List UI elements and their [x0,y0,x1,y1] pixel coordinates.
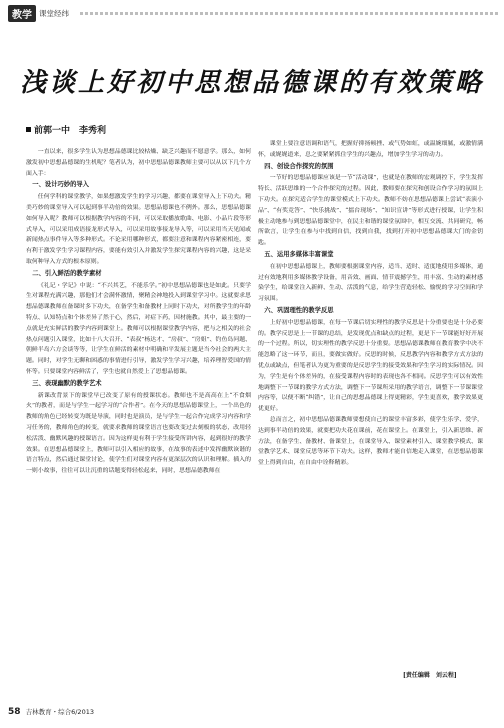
column-logo-mark: 教学 [8,5,36,22]
left-column [26,147,251,477]
column-name: 课堂经纬 [39,9,69,18]
paragraph: 上好初中思想品德课，在每一节课后切实理性的教学反思是十分重要也是十分必要的。教学反思是上一节课的总结，是发现优点和缺点的过程，更是下一节课能好好开展的一个过程。所以，切实理性的教学反思十分重要。思想品德课教师在教育教学中决不能忽略了这一环节，而且，要做实做好。反思的时候，反思教学内容和教学方式方法的优点或缺点，但笔者认为更为重要的是反思学生的接受效果和学生学习的实际情况。因为，学生是有个体差异的，在接受课程内容时的表现也各不相同。反思学生可以有效性地调整下一节课的教学方式方法，调整下一节课所采用的教学语言，调整下一节课课堂内容等，以便不断“纠错”，让自己的思想品德课上得更精彩，学生更喜欢，教学效果更优更好。 [258,319,483,413]
paragraph: 总而言之，初中思想品德课教师要想使自己的课堂丰富多彩，使学生乐学、爱学，达到事半功倍的效果，就要把功夫花在课前，花在课堂上。在课堂上，引入新思维、新方法，在备学生、备教材、备课堂上，在课堂导入、课堂素材引入、课堂教学模式、课堂教学艺术、课堂反思等环节下功夫。这样，教师才能自信地走入课堂，在思想品德课堂上得到自由，在自由中诠释精彩。 [258,416,483,467]
column-logo [8,5,82,22]
paragraph: 新课改背景下的课堂早已改变了原有的授课状态。教师也不是高高在上“不食烟火”的教者，而是与学生一起学习的“合作者”。在今天的思想品德课堂上，一个出色的教师的角色已经转变为既是导演，同时也是演员，是与学生一起合作完成学习内容和学习任务的，教师角色的转变，就要求教师的课堂语言也要改变过去刻板的状态，改用轻松活泼、幽默风趣的授课语言。因为这样更有利于学生接受所讲内容，起到很好的教学效果。在思想品德课堂上，教师可以引入相应的故事，在故事的表述中发挥幽默诙谐的语言特点，然后通过课堂讨论，使学生们对课堂内容有更深层次的认识和理解。插入的一则小故事，往往可以让沉重的话题变得轻松起来，同时，思想品德教师在 [26,392,251,475]
paragraph: 一节好的思想品德课应该是一节“活动课”，也就是在教师的宏观调控下，学生发挥特长、活跃思维的一个合作探究的过程。因此，教师要在探究和创设合作学习的氛围上下功夫。在探究适合学生的课堂模式上下功夫。教师不妨在思想品德课上尝试“表演小品”、“有奖竞答”、“快乐挑战”、“擂台现场”、“知识宣讲”等形式进行授课，让学生积极主动地参与到思想品德课堂中，在民主和谐的课堂氛围中，相互交流、共同研究，畅所欲言，让学生在参与中找到自信，找到自我，找到打开初中思想品德课大门的金钥匙。 [258,175,483,247]
paragraph: 一直以来，很多学生认为思想品德课比较枯燥、缺乏兴趣而不愿意学。那么，如何激发初中思想品德课的生机呢？笔者认为，初中思想品德课教师主要可以从以下几个方面入手： [26,149,251,177]
paragraph: 课堂上要注意语调和语气，把握好抑扬顿挫、或气势如虹，或温婉细腻，或激情满怀，或娓娓道来，总之要紧紧抓住学生的兴趣点，增加学生学习的动力。 [258,141,483,158]
paragraph: 在初中思想品德课上，教师要根据课堂内容，适当、适时、适度地使用多媒体，通过有效地利用多媒体教学设备，用音效、画面、情节震撼学生，用丰富、生动的素材感染学生，给课堂注入新鲜、生动、活泼的气息，给学生营造轻松、愉悦的学习空间和学习氛围。 [258,263,483,303]
paragraph: 任何学科的课堂教学，如果想激发学生的学习兴趣，都要在课堂导入上下功夫。精美巧妙的课堂导入可以起到事半功倍的效果。思想品德课也不例外。那么，思想品德课如何导入呢？教师可以根据教学内容的不同，可以采取播放歌曲、电影、小品片段等形式导入，可以采用成语接龙形式导入，可以采用故事接龙导入等，可以采用当天见闻或新闻热点事件导入等多种形式。不论采用哪种形式，都要注意和课程内容紧密相连，要有利于激发学生学习课程内容，要能有效引入并激发学生探究课程内容的兴趣，这是采取何种导入方式的根本原则。 [26,194,251,265]
section-heading: 二、引入鲜活的教学素材 [32,269,102,277]
page-header [0,0,504,26]
section-heading: 三、表现幽默的教学艺术 [32,379,102,387]
section-heading: 四、创设合作探究的氛围 [264,162,334,170]
journal-name: 吉林教育・综合6/2013 [25,708,94,716]
article-title: 浅谈上好初中思想品德课的有效策略 [19,68,484,98]
paragraph: 《礼记・学记》中说：“不兴其艺，不能乐学。”初中思想品德课也是如此。只要学生对课程充满兴趣，那他们才会满怀激情，聚精会神地投入到课堂学习中。这就要求思想品德课教师在备课时多下功夫，在备学生和备教材上同时下功夫，对所教学生的年龄特点、认知特点和个体差异了然于心，然后，对症下药，因材施教。其中，最主要的一点就是充实鲜活的教学内容到课堂上。教师可以根据课堂教学内容，把与之相关的社会热点问题引入课堂，比如十八大召开、“表叔”杨达才、“房叔”、“房姐”、钓鱼岛问题、朝鲜半岛六方会谈等等，让学生在鲜活的素材中明确和平发展主题是当今社会的两大主题。同时，对学生无聊和困惑的事情进行引导，激发学生学习兴趣，培养理智爱国的情怀等。只要课堂内容鲜活了，学生也就自然爱上了思想品德课。 [26,282,251,375]
right-column [258,139,483,469]
section-heading: 一、设计巧妙的导入 [32,181,89,189]
section-heading: 五、运用多媒体丰富课堂 [264,250,334,258]
author-name: 前郭一中 李秀利 [34,126,107,136]
header-stripe [80,12,500,15]
author-bullet-icon [26,127,31,132]
page-footer [8,707,94,717]
article-author [26,123,106,136]
responsible-editor: [责任编辑 刘云程] [403,672,457,679]
page-number: 58 [8,707,21,717]
section-heading: 六、巩固理性的教学反思 [264,306,334,314]
